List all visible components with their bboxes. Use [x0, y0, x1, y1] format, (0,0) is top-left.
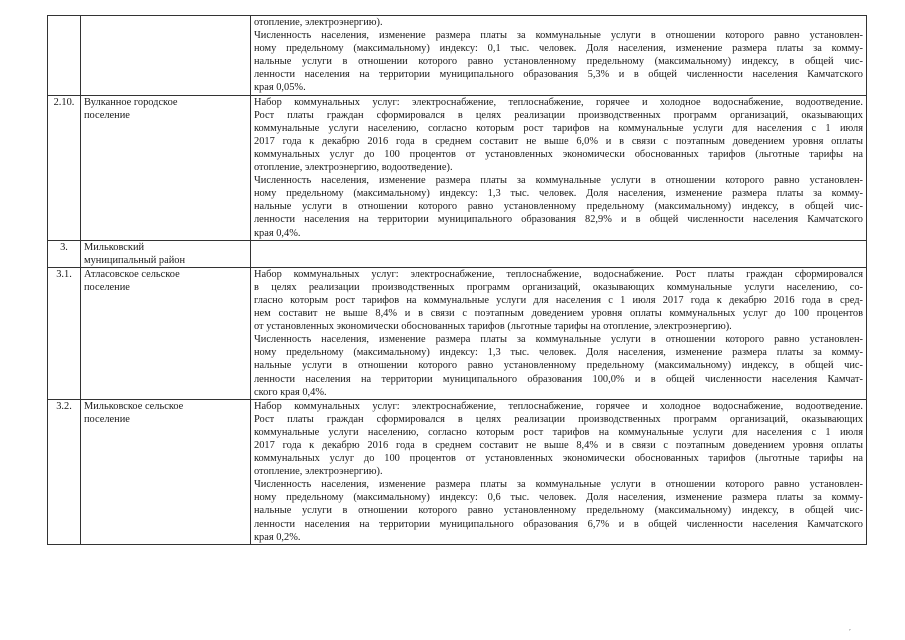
description-line: ленности населения на территории муниципального образования 100,0% и в общей численности населения Камчат-: [254, 373, 863, 385]
municipality-name-line: Вулканное городское: [84, 96, 178, 108]
description-line: ному предельному (максимальному) индексу: 1,3 тыс. человек. Доля населения, изменение размера платы за комму-: [254, 188, 863, 200]
description-line: нальные услуги в отношении которого равно установленному предельному (максимальному) индексу, в общей чис-: [254, 505, 863, 517]
description-line: коммунальных услуг до 100 процентов от установленных экономически обоснованных тарифов (льготные тарифы на: [254, 453, 863, 465]
municipality-name-line: Мильковский: [84, 241, 145, 253]
row-number: [48, 16, 81, 96]
description-paragraph: [254, 400, 863, 479]
description-line: Набор коммунальных услуг: электроснабжение, теплоснабжение, горячее и холодное водоснабжение, водоотведение.: [254, 400, 863, 412]
description-line: Численность населения, изменение размера платы за коммунальные услуги в отношении которого равно установлен-: [254, 30, 863, 42]
municipality-name-line: поселение: [84, 413, 130, 425]
description-line: 2017 года к декабрю 2016 года в среднем составит не выше 8,4% и в связи с поэтапным доведением уровня оплаты: [254, 440, 863, 451]
table-row: [48, 95, 867, 240]
table-row: [48, 240, 867, 267]
description-cell: [251, 16, 867, 96]
description-line: ному предельному (максимальному) индексу: 0,1 тыс. человек. Доля населения, изменение размера платы за комму-: [254, 43, 863, 55]
description-paragraph: [254, 16, 863, 29]
description-paragraph: [254, 478, 863, 543]
description-cell: [251, 267, 867, 399]
municipality-name: [81, 399, 251, 544]
description-paragraph: [254, 333, 863, 398]
table-row: [48, 267, 867, 399]
description-line: ному предельному (максимальному) индексу: 1,3 тыс. человек. Доля населения, изменение размера платы за комму-: [254, 347, 863, 359]
description-line: ского края 0,4%.: [254, 386, 327, 398]
description-line: нальные услуги в отношении которого равно установленному предельному (максимальному) индексу, в общей чис-: [254, 201, 863, 213]
description-cell: [251, 240, 867, 267]
description-line: нальные услуги в отношении которого равно установленному предельному (максимальному) индексу, в общей чис-: [254, 360, 863, 372]
description-line: коммунальные услуги населению, согласно которым рост тарифов на коммунальные услуги для населения с 1 июля: [254, 426, 863, 438]
description-paragraph: [254, 96, 863, 175]
description-line: Численность населения, изменение размера платы за коммунальные услуги в отношении которого равно установлен-: [254, 175, 863, 187]
municipality-name: [81, 267, 251, 399]
tariff-table-body: [48, 16, 867, 545]
description-line: ленности населения на территории муниципального образования 6,7% и в общей численности населения Камчатского: [254, 518, 863, 530]
row-number: 2.10.: [48, 95, 81, 240]
description-line: ленности населения на территории муниципального образования 5,3% и в общей численности населения Камчатского: [254, 69, 863, 81]
municipality-name-line: поселение: [84, 109, 130, 121]
description-line: нем составит не выше 8,4% и в связи с поэтапным доведением уровня оплаты коммунальных услуг до 100 процентов: [254, 308, 863, 320]
description-line: от установленных экономически обоснованных тарифов (льготные тарифы на отопление, электроэнергию).: [254, 321, 732, 333]
description-paragraph: [254, 29, 863, 94]
description-line: Численность населения, изменение размера платы за коммунальные услуги в отношении которого равно установлен-: [254, 479, 863, 491]
row-number: 3.2.: [48, 399, 81, 544]
row-number: 3.1.: [48, 267, 81, 399]
municipality-name: [81, 240, 251, 267]
description-line: Рост платы граждан сформировался в целях реализации производственных программ организаций, оказывающих: [254, 109, 863, 121]
description-line: края 0,05%.: [254, 82, 306, 94]
table-row: [48, 16, 867, 96]
description-line: коммунальные услуги населению, согласно которым рост тарифов на коммунальные услуги для населения с 1 июля: [254, 122, 863, 134]
description-cell: [251, 399, 867, 544]
description-line: Набор коммунальных услуг: электроснабжение, теплоснабжение, горячее и холодное водоснабжение, водоотведение.: [254, 96, 863, 108]
municipality-name: [81, 95, 251, 240]
description-line: Численность населения, изменение размера платы за коммунальные услуги в отношении которого равно установлен-: [254, 334, 863, 346]
description-line: нальные услуги в отношении которого равно установленному предельному (максимальному) индексу, в общей чис-: [254, 56, 863, 68]
description-line: отопление, электроэнергию, водоотведение).: [254, 162, 453, 174]
tariff-table: [47, 15, 867, 545]
description-line: отопление, электроэнергию).: [254, 466, 383, 478]
description-line: Набор коммунальных услуг: электроснабжение, теплоснабжение, водоснабжение. Рост платы граждан сформировался: [254, 268, 863, 280]
row-number: 3.: [48, 240, 81, 267]
municipality-name: [81, 16, 251, 96]
municipality-name-line: Мильковское сельское: [84, 400, 184, 412]
description-line: края 0,2%.: [254, 531, 301, 543]
description-line: отопление, электроэнергию).: [254, 17, 383, 28]
table-row: [48, 399, 867, 544]
description-line: ному предельному (максимальному) индексу: 0,6 тыс. человек. Доля населения, изменение размера платы за комму-: [254, 492, 863, 504]
description-cell: [251, 95, 867, 240]
municipality-name-line: Атласовское сельское: [84, 268, 180, 280]
description-paragraph: [254, 268, 863, 333]
scan-speck: ,: [849, 625, 851, 632]
description-line: 2017 года к декабрю 2016 года в среднем составит не выше 6,0% и в связи с поэтапным доведением уровня оплаты: [254, 135, 863, 147]
description-line: Рост платы граждан сформировался в целях реализации производственных программ организаций, оказывающих: [254, 413, 863, 425]
description-line: края 0,4%.: [254, 227, 301, 239]
municipality-name-line: муниципальный район: [84, 254, 186, 266]
municipality-name-line: поселение: [84, 281, 130, 293]
description-line: коммунальных услуг до 100 процентов от установленных экономически обоснованных тарифов (льготные тарифы на: [254, 148, 863, 160]
description-line: гласно которым рост тарифов на коммунальные услуги для населения с 1 июля 2017 года к декабрю 2016 года в сред-: [254, 294, 863, 306]
description-paragraph: [254, 174, 863, 239]
description-line: ленности населения на территории муниципального образования 82,9% и в общей численности населения Камчатского: [254, 214, 863, 226]
description-line: в целях реализации производственных программ организаций, оказывающих коммунальные услуги населению, со-: [254, 281, 863, 293]
